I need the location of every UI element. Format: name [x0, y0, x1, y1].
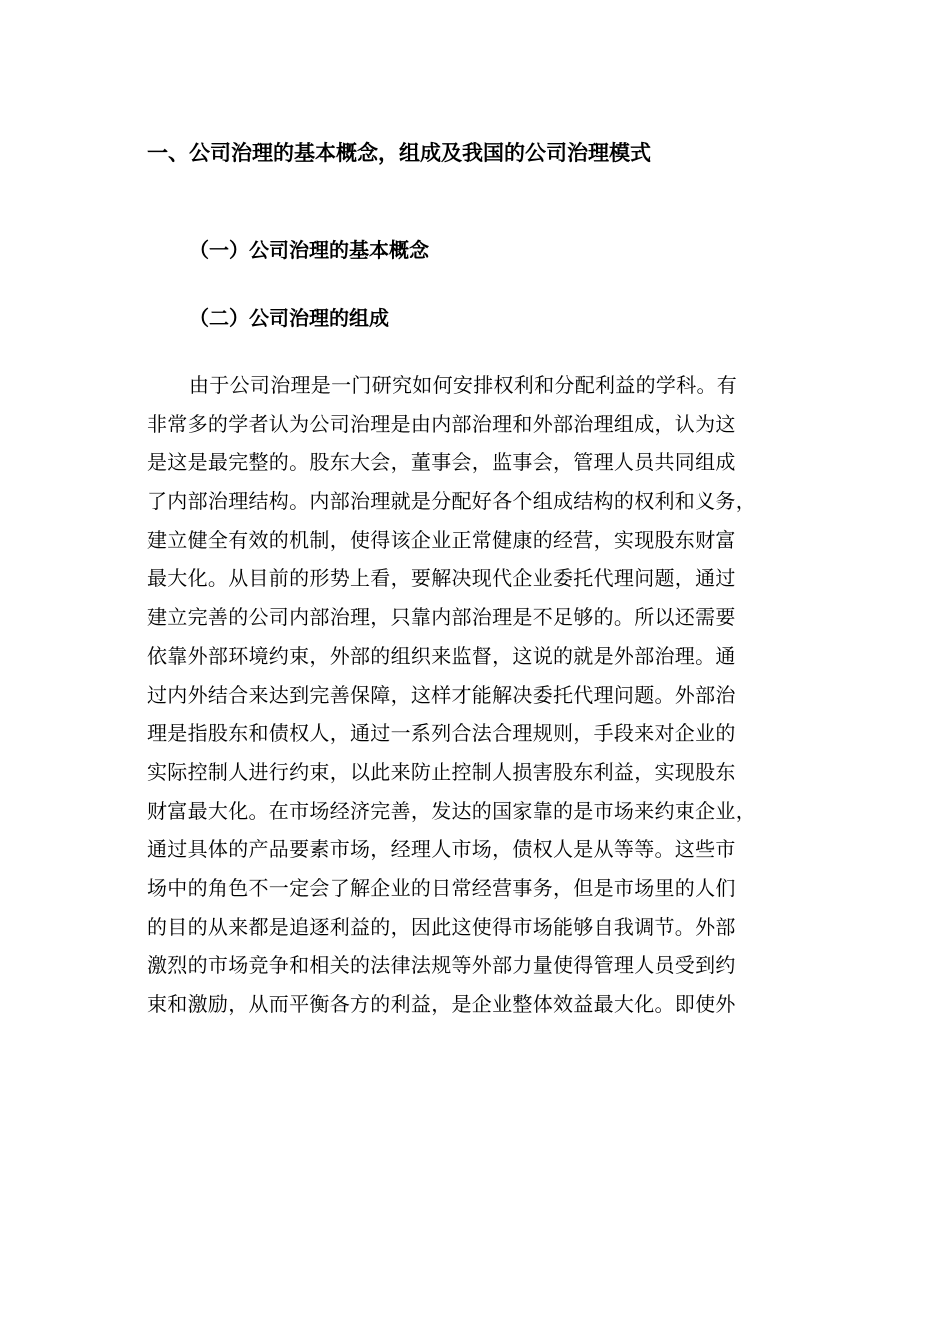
paragraph-line: 束和激励，从而平衡各方的利益，是企业整体效益最大化。即使外: [147, 992, 736, 1016]
paragraph-line: 财富最大化。在市场经济完善，发达的国家靠的是市场来约束企业，: [147, 798, 756, 823]
paragraph-line: 激烈的市场竞争和相关的法律法规等外部力量使得管理人员受到约: [147, 953, 736, 978]
document-title: 一、公司治理的基本概念，组成及我国的公司治理模式: [147, 141, 651, 165]
section-heading-basic-concept: （一）公司治理的基本概念: [189, 238, 429, 262]
paragraph-line: 场中的角色不一定会了解企业的日常经营事务，但是市场里的人们: [147, 875, 736, 900]
section-heading-composition: （二）公司治理的组成: [189, 306, 389, 330]
paragraph-line: 最大化。从目前的形势上看，要解决现代企业委托代理问题，通过: [147, 566, 736, 591]
body-paragraph: [147, 366, 807, 1024]
paragraph-line: 由于公司治理是一门研究如何安排权利和分配利益的学科。有: [189, 373, 738, 397]
paragraph-line: 理是指股东和债权人，通过一系列合法合理规则，手段来对企业的: [147, 721, 736, 746]
paragraph-line: 实际控制人进行约束，以此来防止控制人损害股东利益，实现股东: [147, 759, 736, 784]
paragraph-line: 非常多的学者认为公司治理是由内部治理和外部治理组成，认为这: [147, 411, 736, 436]
paragraph-line: 通过具体的产品要素市场，经理人市场，债权人是从等等。这些市: [147, 837, 736, 862]
paragraph-line: 是这是最完整的。股东大会，董事会，监事会，管理人员共同组成: [147, 450, 736, 475]
paragraph-line: 过内外结合来达到完善保障，这样才能解决委托代理问题。外部治: [147, 682, 736, 707]
paragraph-line: 依靠外部环境约束，外部的组织来监督，这说的就是外部治理。通: [147, 643, 736, 668]
paragraph-line: 建立完善的公司内部治理，只靠内部治理是不足够的。所以还需要: [147, 605, 736, 630]
paragraph-line: 建立健全有效的机制，使得该企业正常健康的经营，实现股东财富: [147, 527, 736, 552]
paragraph-line: 了内部治理结构。内部治理就是分配好各个组成结构的权利和义务，: [147, 489, 756, 514]
paragraph-line: 的目的从来都是追逐利益的，因此这使得市场能够自我调节。外部: [147, 914, 736, 939]
